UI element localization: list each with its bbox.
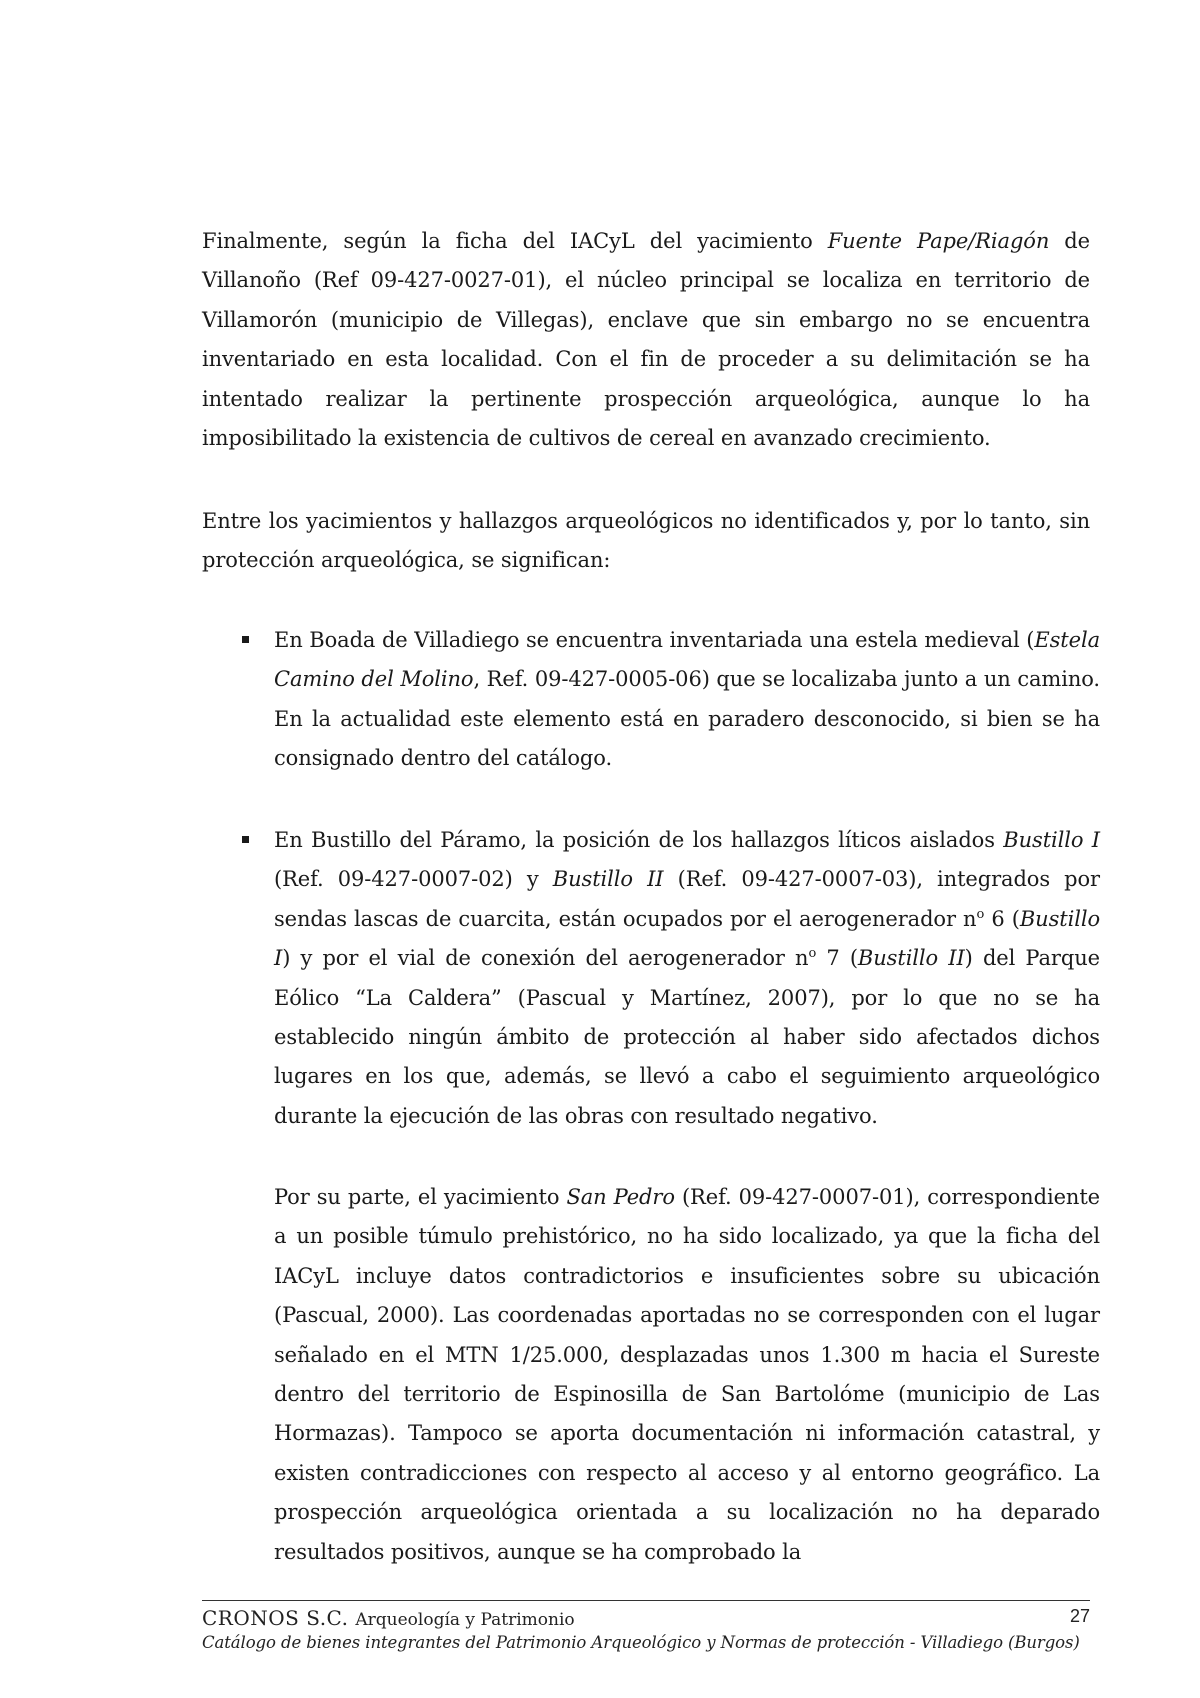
text-run: 6 (: [984, 906, 1020, 931]
brand-subtitle: Arqueología y Patrimonio: [355, 1610, 575, 1630]
text-run: (Ref. 09-427-0007-01), correspondiente a un posible túmulo prehistórico, no ha sido localizado, ya que la ficha del IACyL incluye datos contradictorios e insuficientes sobre su ubicación (Pascual, 2000). Las coordenadas aportadas no se corresponden con el lugar señalado en el MTN 1/25.000, desplazadas unos 1.300 m hacia el Sureste dentro del territorio de Espinosilla de San Bartolóme (municipio de Las Hormazas). Tampoco se aporta documentación ni información catastral, y existen contradicciones con respecto al acceso y al entorno geográfico. La prospección arqueológica orientada a su localización no ha deparado resultados positivos, aunque se ha comprobado la: [274, 1185, 1100, 1564]
bullet-text: [274, 821, 1100, 1136]
italic-site-name: Bustillo II: [552, 867, 664, 892]
text-run: En Bustillo del Páramo, la posición de los hallazgos líticos aislados: [274, 828, 1004, 852]
paragraph-san-pedro: [274, 1178, 1100, 1572]
page-number: 27: [1069, 1606, 1090, 1626]
bullet-square-icon: [242, 836, 249, 843]
italic-site-name: Estela Camino del Molino: [274, 628, 1100, 692]
italic-site-name: San Pedro: [566, 1185, 675, 1209]
text-run: , Ref. 09-427-0005-06) que se localizaba junto a un camino. En la actualidad este elemento está en paradero desconocido, si bien se ha consignado dentro del catálogo.: [274, 667, 1101, 771]
text-run: ) y por el vial de conexión del aerogenerador n: [282, 946, 809, 971]
list-item-bustillo: [274, 821, 1100, 1136]
footer-divider: [202, 1600, 1090, 1601]
italic-site-name: Bustillo I: [274, 906, 1100, 971]
paragraph-fuente-pape: [202, 222, 1090, 458]
footer-brand: [202, 1606, 575, 1630]
bullet-square-icon: [242, 636, 249, 643]
italic-site-name: Bustillo I: [1003, 828, 1101, 852]
list-item-boada: [274, 621, 1100, 779]
text-run: ) del Parque Eólico “La Caldera” (Pascual y Martínez, 2007), por lo que no se ha establecido ningún ámbito de protección al haber sido afectados dichos lugares en los que, además, se llevó a cabo el seguimiento arqueológico durante la ejecución de las obras con resultado negativo.: [274, 946, 1100, 1128]
italic-site-name: Fuente Pape/Riagón: [827, 229, 1050, 253]
superscript: o: [976, 906, 985, 922]
text-run: Por su parte, el yacimiento: [274, 1185, 567, 1209]
italic-site-name: Bustillo II: [857, 946, 965, 971]
text-run: 7 (: [816, 946, 858, 971]
brand-name: CRONOS S.C.: [202, 1606, 349, 1630]
footer-caption: Catálogo de bienes integrantes del Patrimonio Arqueológico y Normas de protección - Villadiego (Burgos): [202, 1633, 1080, 1652]
superscript: o: [808, 946, 817, 962]
text-run: (Ref. 09-427-0007-02) y: [274, 867, 553, 892]
paragraph-intro-list: Entre los yacimientos y hallazgos arqueológicos no identificados y, por lo tanto, sin protección arqueológica, se significan:: [202, 509, 1090, 573]
bullet-text: [274, 621, 1100, 779]
text-run: (Ref. 09-427-0007-03), integrados por sendas lascas de cuarcita, están ocupados por el aerogenerador n: [274, 867, 1100, 931]
text-run: de Villanoño (Ref 09-427-0027-01), el núcleo principal se localiza en territorio de Villamorón (municipio de Villegas), enclave que sin embargo no se encuentra inventariado en esta localidad. Con el fin de proceder a su delimitación se ha intentado realizar la pertinente prospección arqueológica, aunque lo ha imposibilitado la existencia de cultivos de cereal en avanzado crecimiento.: [202, 229, 1090, 451]
text-run: Finalmente, según la ficha del IACyL del yacimiento: [202, 229, 828, 253]
text-run: En Boada de Villadiego se encuentra inventariada una estela medieval (: [274, 628, 1035, 652]
